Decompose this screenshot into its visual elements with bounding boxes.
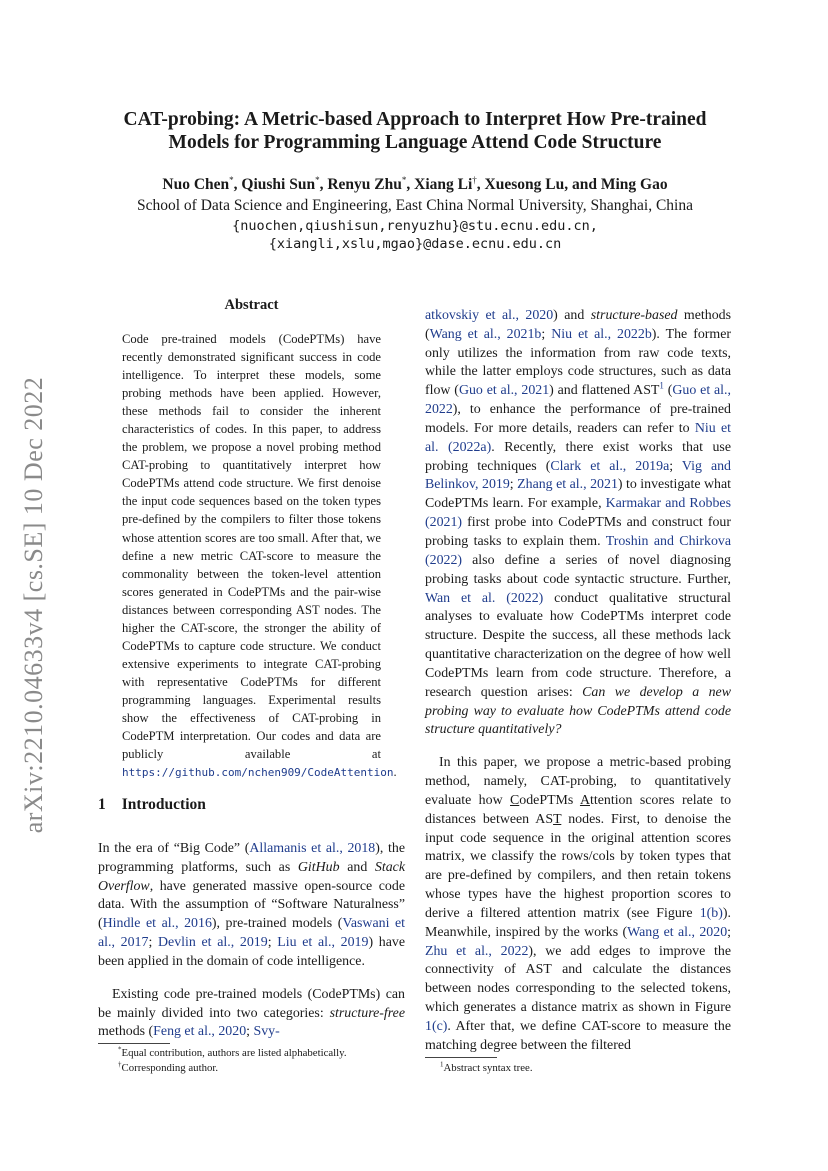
text-run: ; [509, 477, 518, 493]
text-run: nodes. First, to denoise the input code sequence in the original attention scores matrix, we classify the rows/cols by token types that are pre-defined by compilers, and then retain tokens whose types have the highest proportion scores to derive a filtered attention matrix (see Figure [425, 811, 731, 921]
text-run: ) and flattened AST [549, 383, 660, 399]
citation-link[interactable]: Niu et al. (2022a) [425, 420, 731, 455]
text-run: ; [267, 935, 278, 951]
text-run: methods ( [425, 307, 731, 342]
footnote-ref[interactable]: 1 [659, 380, 664, 391]
text-run: In this paper, we propose a metric-based probing method, namely, CAT-probing, to quantitatively evaluate how [425, 755, 731, 808]
right-paragraph-1 [425, 307, 731, 740]
citation-link[interactable]: Troshin and Chirkova (2022) [425, 534, 732, 568]
citation-link[interactable]: Niu et al., 2022b [551, 326, 652, 342]
author-name: Xiang Li [414, 176, 473, 193]
arxiv-identifier: arXiv:2210.04633v4 [cs.SE] 10 Dec 2022 [19, 376, 48, 834]
title-line-1: CAT-probing: A Metric-based Approach to Interpret How Pre-trained [123, 109, 707, 130]
footnote-rule-right [425, 1057, 497, 1058]
citation-link[interactable]: Clark et al., 2019a [550, 458, 670, 474]
text-run: A [579, 792, 590, 808]
author-name: Qiushi Sun [241, 176, 316, 193]
text-run: ) and [553, 307, 591, 323]
section-title: Introduction [121, 796, 206, 813]
citation-link[interactable]: Devlin et al., 2019 [158, 935, 268, 951]
text-run: ), to enhance the performance of pre-trained models. For more details, readers can refer to [425, 402, 731, 436]
text-run: ( [663, 383, 673, 399]
text-run: ; [669, 458, 682, 474]
text-run: ttention scores relate to distances between AS [425, 792, 732, 827]
intro-paragraph-2 [98, 986, 405, 1043]
text-run: also define a series of novel diagnosing probing tasks about code syntactic structure. Further, [425, 552, 731, 587]
text-run: structure-based [590, 307, 678, 323]
text-run: ; [148, 935, 159, 951]
text-run: , have generated massive open-source code data. With the assumption of “Software Naturalness” ( [98, 878, 405, 932]
author-list [100, 176, 730, 194]
text-run: GitHub [297, 859, 340, 875]
abstract-heading: Abstract [224, 297, 279, 313]
citation-link[interactable]: Guo et al., 2022 [425, 383, 731, 418]
citation-link[interactable]: Hindle et al., 2016 [102, 916, 212, 932]
author-separator: , [319, 176, 328, 193]
author-mark: * [401, 174, 407, 185]
title-line-2: Models for Programming Language Attend Code Structure [168, 132, 662, 153]
author-separator: , [233, 176, 242, 193]
citation-link[interactable]: Wan et al. (2022) [425, 590, 544, 606]
text-run: . After that, we define CAT-score to measure the matching degree between the filtered [425, 1019, 731, 1053]
text-run: ), we add edges to improve the connectivity of AST and calculate the distances between nodes corresponding to the selected tokens, which generates a distance matrix as shown in Figure [425, 943, 731, 1016]
text-run: Existing code pre-trained models (CodePTMs) can be mainly divided into two categories: [98, 986, 405, 1021]
author-separator: , [406, 176, 415, 193]
citation-link[interactable]: 1(c) [425, 1019, 448, 1034]
author-name: Xuesong Lu, and Ming Gao [484, 176, 668, 193]
email-line-2: {xiangli,xslu,mgao}@dase.ecnu.edu.cn [268, 236, 562, 252]
footnote-equal-contribution [118, 1046, 347, 1060]
text-run: first probe into CodePTMs and construct four probing tasks to explain them. [425, 515, 731, 550]
introduction-body [98, 826, 405, 1056]
author-separator: , [476, 176, 485, 193]
footnote-text: Abstract syntax tree. [443, 1062, 533, 1074]
footnote-corresponding-author [118, 1061, 218, 1075]
text-run: ) to investigate what CodePTMs learn. For example, [425, 477, 731, 512]
text-run: In the era of “Big Code” ( [98, 840, 250, 856]
footnote-mark: 1 [440, 1060, 444, 1069]
text-run: . Recently, there exist works that use probing techniques ( [425, 439, 732, 474]
abstract-body [122, 330, 397, 782]
text-run: structure-free [329, 1005, 405, 1021]
text-run: conduct qualitative structural analyses to evaluate how CodePTMs interpret code structure. Despite the success, all these methods lack quantitative characterization on the degree of how well CodePTMs learn from code structure. Therefore, a research question arises: [425, 590, 731, 700]
citation-link[interactable]: Liu et al., 2019 [277, 935, 369, 951]
text-run: odePTMs [519, 792, 580, 808]
text-run: ). Meanwhile, inspired by the works ( [425, 905, 731, 940]
text-run: ), the programming platforms, such as [98, 840, 405, 875]
citation-link[interactable]: Karmakar and Robbes (2021) [425, 496, 731, 531]
abstract-end: . [393, 765, 397, 780]
footnote-mark: † [118, 1060, 122, 1069]
citation-link[interactable]: Allamanis et al., 2018 [249, 840, 376, 856]
citation-link[interactable]: Vaswani et al., 2017 [98, 916, 406, 951]
footnote-text: Corresponding author. [121, 1062, 219, 1074]
footnote-ast [440, 1061, 533, 1075]
citation-link[interactable]: Svy- [253, 1024, 280, 1040]
footnote-text: Equal contribution, authors are listed alphabetically. [121, 1047, 347, 1059]
author-mark: † [472, 174, 477, 185]
text-run: and [339, 859, 375, 875]
citation-link[interactable]: Guo et al., 2021 [458, 383, 550, 399]
footnote-rule-left [98, 1043, 170, 1044]
intro-paragraph-1 [98, 840, 405, 972]
citation-link[interactable]: atkovskiy et al., 2020 [425, 307, 554, 323]
text-run: Stack Overflow [98, 859, 405, 894]
abstract-text: Code pre-trained models (CodePTMs) have recently demonstrated significant success in code intelligence. To interpret these models, some probing methods have been applied. However, these methods fail to consider the inherent characteristics of codes. In this paper, to address the problem, we propose a novel probing method CAT-probing to quantitatively interpret how CodePTMs attend code structure. We first denoise the input code sequences based on the token types pre-defined by the compilers to filter those tokens whose attention scores are too small. After that, we define a new metric CAT-score to measure the commonality between the token-level attention scores generated in CodePTMs and the pair-wise distances between corresponding AST nodes. The higher the CAT-score, the stronger the ability of CodePTMs to capture code structure. We conduct extensive experiments to integrate CAT-probing with representative CodePTMs for different programming languages. Experimental results show the effectiveness of CAT-probing in CodePTM interpretation. Our codes and data are publicly available at [122, 332, 381, 762]
text-run: ). The former only utilizes the information from raw code texts, while the latter employs code structures, such as data flow ( [425, 326, 731, 399]
footnote-mark: * [118, 1045, 122, 1054]
text-run: methods ( [98, 1024, 154, 1040]
citation-link[interactable]: 1(b) [699, 905, 723, 921]
email-line-1: {nuochen,qiushisun,renyuzhu}@stu.ecnu.edu.cn, [232, 218, 598, 234]
citation-link[interactable]: Zhang et al., 2021 [517, 477, 618, 493]
text-run: ; [727, 924, 731, 940]
text-run: Can we develop a new probing way to evaluate how CodePTMs attend code structure quantitatively? [425, 684, 731, 738]
section-heading-introduction [98, 796, 206, 814]
text-run: ; [246, 1024, 254, 1040]
paper-title [100, 108, 730, 154]
author-mark: * [229, 174, 234, 185]
author-name: Renyu Zhu [327, 176, 402, 193]
text-run: ), pre-trained models ( [211, 916, 343, 932]
code-repository-link[interactable]: https://github.com/nchen909/CodeAttention [122, 766, 394, 780]
citation-link[interactable]: Vig and Belinkov, 2019 [425, 458, 732, 493]
affiliation: School of Data Science and Engineering, East China Normal University, Shanghai, China [136, 197, 693, 214]
section-number: 1 [98, 796, 106, 813]
citation-link[interactable]: Wang et al., 2021b [429, 326, 542, 342]
author-mark: * [315, 174, 320, 185]
arxiv-sidebar-stamp [12, 365, 56, 845]
right-column-body [425, 293, 731, 1070]
text-run: T [553, 811, 562, 827]
citation-link[interactable]: Feng et al., 2020 [153, 1024, 247, 1040]
citation-link[interactable]: Wang et al., 2020 [627, 924, 728, 940]
citation-link[interactable]: Zhu et al., 2022 [425, 943, 529, 959]
text-run: C [510, 792, 520, 808]
right-paragraph-2 [425, 754, 731, 1056]
author-name: Nuo Chen [162, 176, 230, 193]
text-run: ) have been applied in the domain of code intelligence. [98, 935, 405, 969]
text-run: ; [541, 326, 552, 342]
